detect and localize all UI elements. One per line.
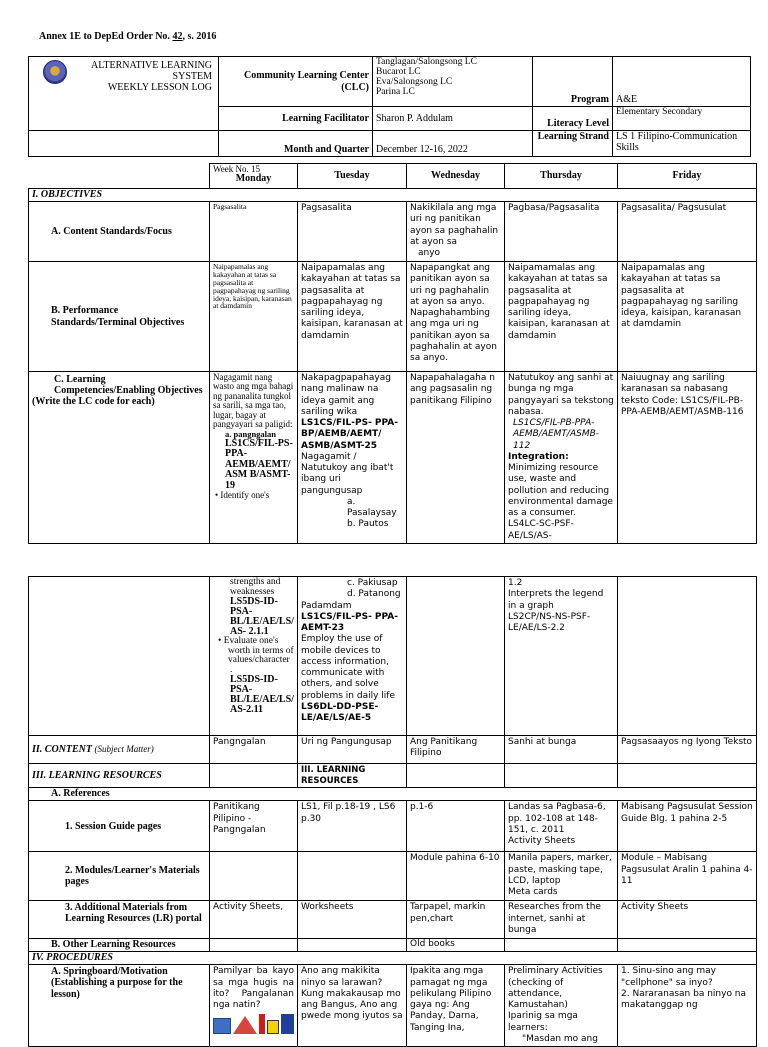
title-line2: WEEKLY LESSON LOG: [107, 82, 212, 94]
clc-values: [373, 57, 533, 107]
continued-tue: [298, 577, 407, 736]
content-wed: Ang Panitikang Filipino: [407, 736, 505, 764]
session-thu-line: Landas sa Pagbasa-6, pp. 102-108 at 148-151, c. 2011: [508, 802, 606, 835]
competencies-thu: [505, 372, 618, 544]
additional-mon: Activity Sheets,: [210, 901, 298, 939]
springboard-wed: Ipakita ang mga pamagat ng mga pelikulang Pilipino gaya ng: Ang Panday, Darna, Tanging Ina,: [407, 965, 505, 1047]
monday-header: [210, 164, 298, 189]
performance-standards-label: B. Performance Standards/Terminal Objectives: [29, 262, 210, 372]
springboard-thu-line: Preliminary Activities (checking of attendance, Kamustahan): [508, 966, 603, 1010]
deped-seal-icon: [43, 60, 67, 84]
session-thu: [505, 801, 618, 852]
competencies-label: [29, 372, 210, 544]
modules-wed: Module pahina 6-10: [407, 852, 505, 901]
tuesday-header: Tuesday: [298, 164, 407, 189]
annex-suffix: , s. 2016: [182, 31, 217, 42]
session-mon: Panitikang Pilipino - Pangngalan: [210, 801, 298, 852]
competencies-label-line: (Write the LC code for each): [32, 396, 155, 408]
content-fri: Pagsasalita/ Pagsusulat: [618, 202, 757, 262]
continued-wed: [407, 577, 505, 736]
content-heading-text: II. CONTENT: [32, 743, 93, 755]
strand-label: Learning Strand: [533, 131, 613, 157]
blue-square-icon: [213, 1018, 231, 1034]
continued-tue-code: LS1CS/FIL-PS- PPA-AEMT-23: [301, 611, 399, 633]
competencies-mon-code: LS1CS/FIL-PS- PPA-AEMB/AEMT/ ASM B/ASMT-19: [225, 437, 293, 491]
content-wed-line: anyo: [418, 248, 441, 258]
other-resources-label: B. Other Learning Resources: [29, 939, 210, 952]
blue-rectangle-icon: [281, 1014, 294, 1034]
competencies-mon-bullet: • Identify one's: [215, 490, 270, 501]
competencies-wed: Napapahalagaha n ang pagsasalin ng panitikang Filipino: [407, 372, 505, 544]
facilitator-value: Sharon P. Addulam: [373, 107, 533, 131]
modules-thu-line: Meta cards: [508, 887, 558, 897]
literacy-label: Literacy Level: [533, 107, 613, 131]
additional-fri: Activity Sheets: [618, 901, 757, 939]
springboard-fri-line: 1. Sinu-sino ang may "cellphone" sa inyo?: [621, 966, 716, 988]
session-fri: Mabisang Pagsusulat Session Guide Blg. 1 pahina 2-5: [618, 801, 757, 852]
annex-number: 42: [172, 31, 183, 42]
other-mon: [210, 939, 298, 952]
resources-wed: [407, 764, 505, 788]
resources-fri: [618, 764, 757, 788]
competencies-tue-text: Nakapagpapahayag nang malinaw na ideya gamit ang sariling wika: [301, 373, 391, 417]
resources-mon: [210, 764, 298, 788]
yellow-square-icon: [267, 1020, 280, 1034]
clc-label: Community Learning Center (CLC): [219, 57, 373, 107]
continued-mon-code: LS5DS-ID-PSA-BL/LE/AE/LS/ AS- 2.1.1: [230, 596, 294, 637]
competencies-thu-text: Minimizing resource use, waste and pollution and reducing environmental damage as a consumer.: [508, 463, 613, 518]
performance-fri: Naipapamalas ang kakayahan at tatas sa pagsasalita at pagpapahayag ng sariling ideya, kaisipan, karanasan at damdamin: [618, 262, 757, 372]
bullet-text: Identify one's: [220, 490, 270, 501]
red-triangle-icon: [233, 1016, 257, 1034]
competencies-thu-code: LS1CS/FIL-PB-PPA-AEMB/AEMT/ASMB-112: [513, 418, 599, 451]
springboard-fri: [618, 965, 757, 1047]
continued-mon-text: strengths and weaknesses: [230, 577, 281, 597]
clc-value: Bucarot LC: [376, 66, 421, 77]
session-label: 1. Session Guide pages: [29, 801, 210, 852]
resources-tue: III. LEARNING RESOURCES: [298, 764, 407, 788]
springboard-thu: [505, 965, 618, 1047]
session-tue: LS1, Fil p.18-19 , LS6 p.30: [298, 801, 407, 852]
springboard-thu-line: Iparinig sa mga learners:: [508, 1011, 578, 1033]
additional-label: 3. Additional Materials from Learning Resources (LR) portal: [29, 901, 210, 939]
springboard-thu-line: "Masdan mo ang: [522, 1033, 598, 1044]
red-rectangle-icon: [259, 1014, 264, 1034]
modules-mon: [210, 852, 298, 901]
resources-thu: [505, 764, 618, 788]
program-value: A&E: [613, 57, 751, 107]
continued-thu: [505, 577, 618, 736]
additional-thu: Researches from the internet, sanhi at bunga: [505, 901, 618, 939]
thursday-header: Thursday: [505, 164, 618, 189]
continued-fri: [618, 577, 757, 736]
month-value: December 12-16, 2022: [373, 131, 533, 157]
content-tue: Pagsasalita: [298, 202, 407, 262]
clc-value: Parina LC: [376, 86, 415, 97]
competencies-tue-text: Nagagamit / Natutukoy ang ibat't ibang uri pangungusap: [301, 451, 394, 496]
competencies-mon: [210, 372, 298, 544]
continued-tue-code: LS6DL-DD-PSE-LE/AE/LS/AE-5: [301, 701, 379, 723]
competencies-tue-item: a. Pasalaysay: [347, 496, 397, 518]
objectives-heading: I. OBJECTIVES: [29, 189, 757, 202]
clc-value: Eva/Salongsong LC: [376, 76, 453, 87]
clc-value: Tanglagan/Salongsong LC: [376, 57, 477, 67]
competencies-tue: [298, 372, 407, 544]
modules-thu-line: Manila papers, marker, paste, masking tape, LCD, laptop: [508, 853, 612, 886]
competencies-thu-integration: Integration:: [508, 451, 569, 462]
continued-tue-item: Padamdam: [301, 600, 352, 611]
content-thu: Pagbasa/Pagsasalita: [505, 202, 618, 262]
continued-tue-text: Employ the use of mobile devices to access information, communicate with others, and solve problems in daily life: [301, 634, 395, 701]
continued-mon-bullet: • Evaluate one's worth in terms of values/character: [218, 636, 294, 665]
other-wed: Old books: [407, 939, 505, 952]
performance-wed: Napapangkat ang panitikan ayon sa uri ng paghahalin at ayon sa anyo. Napaghahambing ang mga uri ng panitikan ayon sa paghahalin at ayon sa anyo.: [407, 262, 505, 372]
bullet-text: Evaluate one's worth in terms of values/character: [223, 636, 294, 665]
facilitator-label: Learning Facilitator: [219, 107, 373, 131]
title-cell: [29, 57, 219, 131]
content-fri: Pagsasaayos ng Iyong Teksto: [618, 736, 757, 764]
title-line1: ALTERNATIVE LEARNING SYSTEM: [90, 60, 212, 83]
week-number: Week No. 15: [213, 164, 261, 174]
content-mon: Pangngalan: [210, 736, 298, 764]
springboard-tue: Ano ang makikita ninyo sa larawan? Kung makakausap mo ang Bangus, Ano ang pwede mong iyutos sa: [298, 965, 407, 1047]
wednesday-header: Wednesday: [407, 164, 505, 189]
competencies-mon-intro: Nagagamit nang wasto ang mga bahagi ng pananalita tungkol sa sarili, sa mga tao, lugar, bagay at pangyayari sa paligid:: [213, 372, 294, 430]
springboard-mon-text: Pamilyar ba kayo sa mga hugis na ito? Pangalanan nga natin?: [213, 966, 294, 1010]
month-label: Month and Quarter: [219, 131, 373, 157]
content-standards-label: A. Content Standards/Focus: [29, 202, 210, 262]
shapes-image: [213, 1014, 294, 1034]
content-heading-sub: (Subject Matter): [94, 743, 154, 754]
day-label: Monday: [235, 173, 272, 185]
strand-value: LS 1 Filipino-Communication Skills: [613, 131, 751, 157]
springboard-fri-line: 2. Nararanasan ba ninyo na makatanggap ng: [621, 988, 747, 1010]
content-wed-line: Nakikilala ang mga uri ng panitikan ayon sa paghahalin at ayon sa: [410, 203, 499, 247]
content-heading: [29, 736, 210, 764]
other-tue: [298, 939, 407, 952]
empty-cell: [29, 131, 219, 157]
content-thu: Sanhi at bunga: [505, 736, 618, 764]
performance-mon: Naipapamalas ang kakayahan at tatas sa pagsasalita at pagpapahayag ng sariling ideya, kaisipan, karanasan at damdamin: [210, 262, 298, 372]
competencies-tue-item: b. Pautos: [347, 519, 389, 530]
continued-thu-code: LS2CP/NS-NS-PSF-LE/AE/LS-2.2: [508, 611, 591, 633]
references-heading: A. References: [29, 788, 757, 801]
resources-heading: III. LEARNING RESOURCES: [29, 764, 210, 788]
annex-heading: [39, 31, 216, 42]
header-table: [28, 56, 751, 157]
continuation-table: [28, 576, 757, 1047]
springboard-label: A. Springboard/Motivation (Establishing a purpose for the lesson): [29, 965, 210, 1047]
continued-mon-dot: .: [230, 664, 233, 675]
springboard-mon: [210, 965, 298, 1047]
content-tue: Uri ng Pangungusap: [298, 736, 407, 764]
modules-tue: [298, 852, 407, 901]
competencies-thu-text: Natutukoy ang sanhi at bunga ng mga pangyayari sa tekstong nabasa.: [508, 373, 614, 417]
program-label: Program: [533, 57, 613, 107]
competencies-mon-item: a. pangngalan: [225, 428, 277, 439]
continued-tue-item: c. Pakiusap: [347, 578, 398, 588]
continued-thu-text: Interprets the legend in a graph: [508, 589, 604, 611]
session-wed: p.1-6: [407, 801, 505, 852]
content-mon: Pagsasalita: [210, 202, 298, 262]
corner-cell: [29, 164, 210, 189]
continued-mon: [210, 577, 298, 736]
friday-header: Friday: [618, 164, 757, 189]
annex-prefix: Annex 1E to DepEd Order No.: [39, 31, 173, 42]
performance-thu: Naipamamalas ang kakayahan at tatas sa pagsasalita at pagpapahayag ng sariling ideya, kaisipan, karanasan at damdamin: [505, 262, 618, 372]
competencies-tue-code: LS1CS/FIL-PS- PPA-BP/AEMB/AEMT/ ASMB/ASMT-25: [301, 418, 399, 451]
continued-thu-num: 1.2: [508, 578, 523, 588]
literacy-value: Elementary Secondary: [613, 107, 751, 131]
continued-tue-item: d. Patanong: [347, 589, 401, 600]
modules-fri: Module – Mabisang Pagsusulat Aralin 1 pahina 4-11: [618, 852, 757, 901]
session-thu-line: Activity Sheets: [508, 836, 576, 846]
competencies-fri: Naiuugnay ang sariling karanasan sa nabasang teksto Code: LS1CS/FIL-PB-PPA-AEMB/AEMT/ASMB-116: [618, 372, 757, 544]
other-fri: [618, 939, 757, 952]
modules-label: 2. Modules/Learner's Materials pages: [29, 852, 210, 901]
competencies-thu-code: LS4LC-SC-PSF- AE/LS/AS-: [508, 519, 574, 541]
competencies-label-line: C. Learning Competencies/Enabling Objectives: [54, 374, 203, 397]
additional-wed: Tarpapel, markin pen,chart: [407, 901, 505, 939]
continued-label-cell: [29, 577, 210, 736]
procedures-heading: IV. PROCEDURES: [29, 952, 757, 965]
other-thu: [505, 939, 618, 952]
performance-tue: Naipapamalas ang kakayahan at tatas sa pagsasalita at pagpapahayag ng sariling ideya, kaisipan, karanasan at damdamin: [298, 262, 407, 372]
additional-tue: Worksheets: [298, 901, 407, 939]
continued-mon-code: LS5DS-ID-PSA-BL/LE/AE/LS/ AS-2.11: [230, 674, 294, 715]
objectives-table: [28, 163, 757, 544]
modules-thu: [505, 852, 618, 901]
content-wed: [407, 202, 505, 262]
